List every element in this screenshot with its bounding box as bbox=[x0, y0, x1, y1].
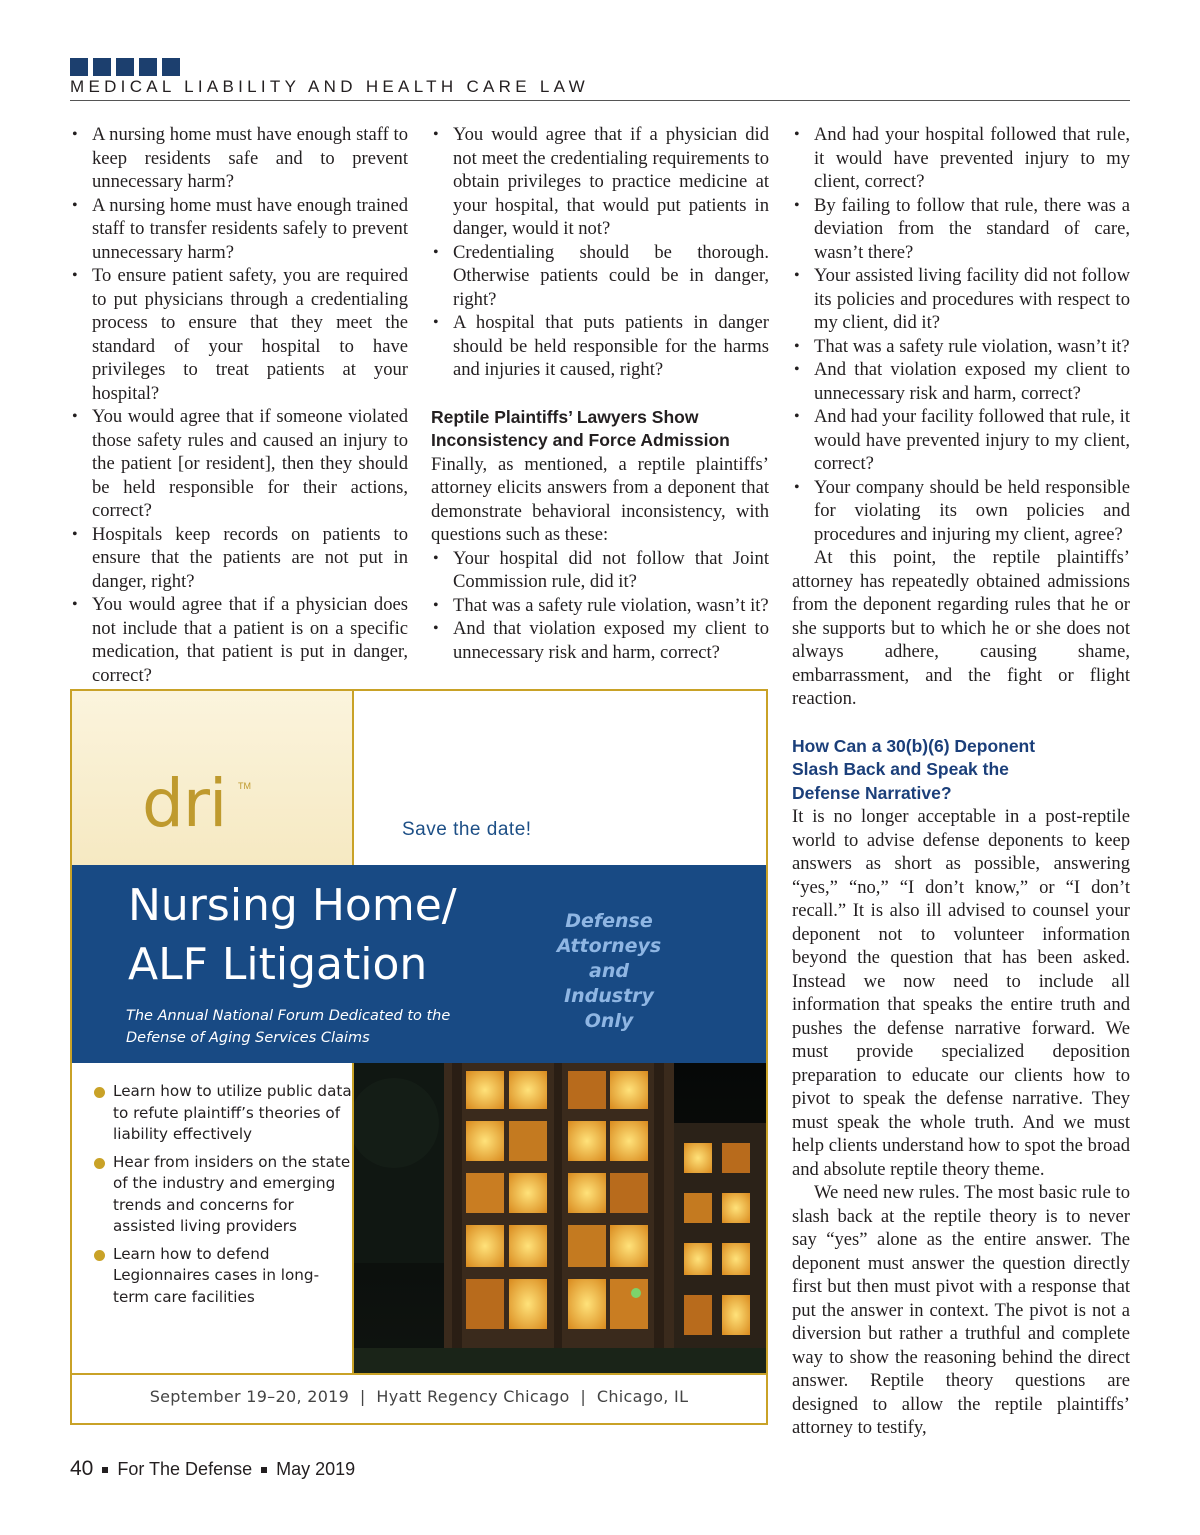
ad-title-band bbox=[72, 865, 766, 1063]
ad-title: ALF Litigation bbox=[128, 939, 428, 990]
column-3 bbox=[792, 123, 1130, 1440]
list-item: • A hospital that puts patients in danger should be held responsible for the harms and injuries it caused, right? bbox=[431, 311, 769, 382]
list-item: • To ensure patient safety, you are required to put physicians through a credentialing process to ensure that they meet the standard of your hospital to have privileges to treat patients at your hospital? bbox=[70, 264, 408, 405]
list-item: • Credentialing should be thorough. Otherwise patients could be in danger, right? bbox=[431, 241, 769, 312]
column-1 bbox=[70, 123, 408, 687]
header-squares bbox=[70, 58, 185, 76]
ad-event-details: September 19–20, 2019 | Hyatt Regency Chicago | Chicago, IL bbox=[72, 1373, 766, 1423]
list-item: • And had your facility followed that rule, it would have prevented injury to my client, correct? bbox=[792, 405, 1130, 476]
building-night-image bbox=[354, 1063, 766, 1373]
ad-subtitle: The Annual National Forum Dedicated to the Defense of Aging Services Claims bbox=[126, 1008, 451, 1046]
list-item: • That was a safety rule violation, wasn’t it? bbox=[792, 335, 1130, 359]
ad-title: Nursing Home/ bbox=[128, 880, 457, 931]
separator-square bbox=[261, 1467, 267, 1473]
list-item: • And that violation exposed my client to unnecessary risk and harm, correct? bbox=[792, 358, 1130, 405]
event-advertisement bbox=[70, 689, 768, 1425]
list-item: Learn how to defend Legionnaires cases in long-term care facilities bbox=[94, 1244, 352, 1309]
body-paragraph: Finally, as mentioned, a reptile plaintiffs’ attorney elicits answers from a deponent that demonstrate behavioral inconsistency, with questions such as these: bbox=[431, 453, 769, 545]
list-item: Hear from insiders on the state of the industry and emerging trends and concerns for assisted living providers bbox=[94, 1152, 352, 1238]
trademark-mark: TM bbox=[238, 781, 251, 791]
ad-logo-panel bbox=[72, 691, 354, 865]
column-2 bbox=[431, 123, 769, 664]
ad-bullet-list bbox=[72, 1063, 354, 1373]
list-item: • And that violation exposed my client to unnecessary risk and harm, correct? bbox=[431, 617, 769, 664]
list-item: • Your assisted living facility did not follow its policies and procedures with respect to my client, did it? bbox=[792, 264, 1130, 335]
list-item: • By failing to follow that rule, there was a deviation from the standard of care, wasn’t there? bbox=[792, 194, 1130, 265]
issue-date: May 2019 bbox=[276, 1459, 356, 1479]
list-item: • Your hospital did not follow that Joint Commission rule, did it? bbox=[431, 547, 769, 594]
section-heading: How Can a 30(b)(6) Deponent Slash Back and Speak the Defense Narrative? bbox=[792, 735, 1036, 803]
body-paragraph: It is no longer acceptable in a post-reptile world to advise defense deponents to keep answers as short as possible, answering “yes,” “no,” “I don’t know,” or “I don’t recall.” It is also ill advised to counsel your deponent not to volunteer information beyond the question that has been asked. Instead we now need to include all information that speaks the entire truth and pushes the defense narrative forward. We must provide specialized deposition preparation to educate our clients how to pivot to speak the defense narrative. They must speak the whole truth. And we must help clients understand how to spot the broad and absolute reptile theory theme. bbox=[792, 806, 1130, 1180]
list-item: • You would agree that if a physician does not include that a patient is on a specific medication, that patient is put in danger, correct? bbox=[70, 593, 408, 687]
dri-logo: dri bbox=[142, 765, 227, 842]
publication-name: For The Defense bbox=[117, 1459, 253, 1479]
page-footer bbox=[70, 1457, 355, 1481]
body-paragraph: We need new rules. The most basic rule to slash back at the reptile theory is to never say “yes” alone as the entire answer. The deponent must answer the question directly first but then must pivot with a response that put the answer in context. The pivot is not a diversion but rather a truthful and complete way to show the reasoning behind the direct answer. Reptile theory questions are designed to allow the reptile plaintiffs’ attorney to testify, bbox=[792, 1182, 1130, 1438]
save-the-date: Save the date! bbox=[402, 819, 532, 840]
list-item: • You would agree that if someone violated those safety rules and caused an injury to the patient [or resident], then they should be held responsible for their actions, correct? bbox=[70, 405, 408, 523]
list-item: • A nursing home must have enough staff to keep residents safe and to prevent unnecessary harm? bbox=[70, 123, 408, 194]
separator-square bbox=[102, 1467, 108, 1473]
section-title: MEDICAL LIABILITY AND HEALTH CARE LAW bbox=[70, 77, 590, 96]
list-item: • Hospitals keep records on patients to ensure that the patients are not put in danger, right? bbox=[70, 523, 408, 594]
list-item: • And had your hospital followed that rule, it would have prevented injury to my client, correct? bbox=[792, 123, 1130, 194]
page-number: 40 bbox=[70, 1457, 94, 1480]
header-rule bbox=[70, 100, 1130, 101]
body-paragraph: At this point, the reptile plaintiffs’ attorney has repeatedly obtained admissions from the deponent regarding rules that he or she supports but to which he or she does not always adhere, causing shame, embarrassment, and the fight or flight reaction. bbox=[792, 547, 1130, 709]
list-item: • A nursing home must have enough trained staff to transfer residents safely to prevent unnecessary harm? bbox=[70, 194, 408, 265]
list-item: Learn how to utilize public data to refute plaintiff’s theories of liability effectively bbox=[94, 1081, 352, 1146]
list-item: • Your company should be held responsible for violating its own policies and procedures and injuring my client, agree? bbox=[792, 476, 1130, 547]
nursing-home-photo bbox=[354, 1063, 766, 1373]
list-item: • You would agree that if a physician did not meet the credentialing requirements to obtain privileges to practice medicine at your hospital, that would put patients in danger, would it not? bbox=[431, 123, 769, 241]
list-item: • That was a safety rule violation, wasn’t it? bbox=[431, 594, 769, 618]
ad-audience: Defense Attorneys and Industry Only bbox=[556, 910, 662, 1032]
section-heading: Reptile Plaintiffs’ Lawyers Show Inconsistency and Force Admission bbox=[431, 406, 730, 450]
